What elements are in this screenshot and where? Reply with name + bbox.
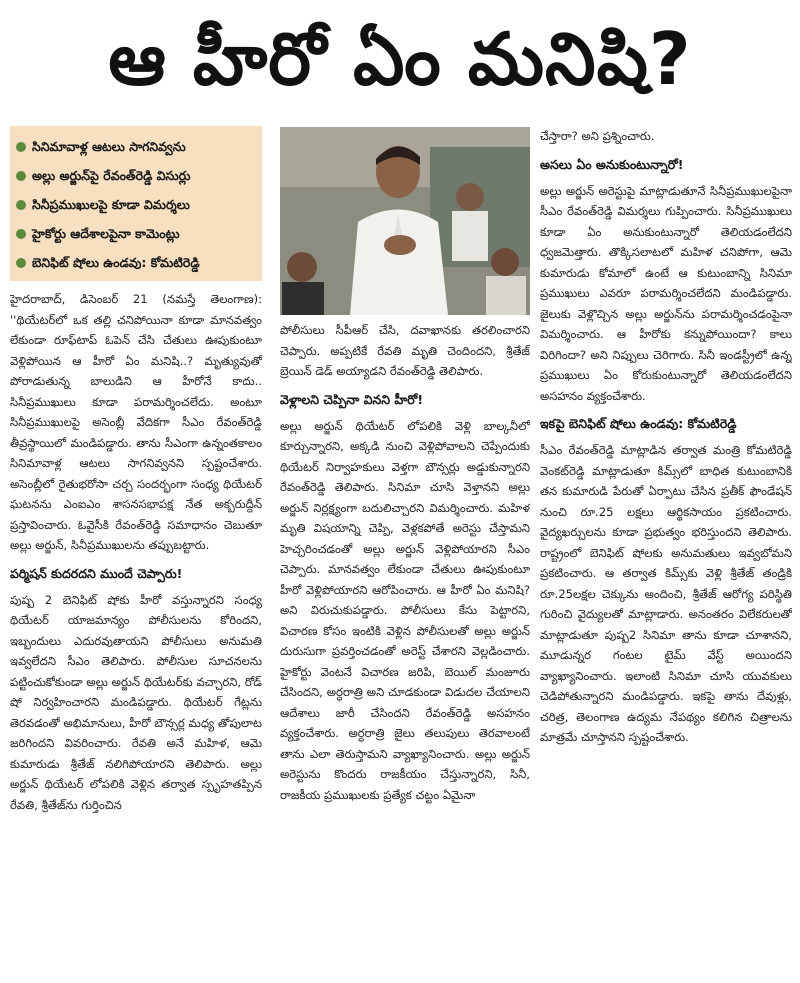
highlight-item: [16, 161, 256, 190]
section-subheading: ఇకపై బెనిఫిట్‌ షోలు ఉండవు: కోమటిరెడ్డి: [540, 416, 737, 431]
highlight-item: [16, 190, 256, 219]
highlight-item: [16, 132, 256, 161]
highlight-item: [16, 219, 256, 248]
highlight-text: అల్లు అర్జున్‌పై రేవంత్‌రెడ్డి విసుర్లు: [32, 168, 191, 183]
highlight-text: బెనిఫిట్‌ షోలు ఉండవు: కోమటిరెడ్డి: [32, 255, 200, 270]
article-paragraph: అల్లు అర్జున్‌ అరెస్టుపై మాట్లాడుతూనే సినీప్రముఖులపైనా సీఎం రేవంత్‌రెడ్డి విమర్శలు గుప్పించారు. సినీప్రముఖులు కూడా ఏం అనుకుంటున్నారో తెలియడంలేదని ధ్వజమెత్తారు. తొక్కిసలాటలో మహిళ చనిపోగా, ఆమె కుమారుడు కోమాలో ఉంటే ఆ కుటుంబాన్ని సినిమా ప్రముఖులు ఎవరూ పరామర్శించలేదని మండిపడ్డారు. జైలుకు వెళ్లొచ్చిన అల్లు అర్జున్‌ను పరామర్శించడంపైనా విమర్శించారు. ఆ హీరోకు కన్నుపోయిందా? కాలు విరిగిందా? అని నిప్పులు చెరిగారు. సినీ ఇండస్ట్రీలో ఉన్న ప్రముఖులు ఏం కోరుకుంటున్నారో తెలియడంలేదని అసహనం వ్యక్తంచేశారు.: [540, 183, 792, 403]
article-paragraph: పుష్ప 2 బెనిఫిట్‌ షోకు హీరో వస్తున్నారని సంధ్య థియేటర్‌ యాజమాన్యం పోలీసులను కోరిందని, ఇబ్బందులు ఎదురవుతాయని పోలీసులు అనుమతి ఇవ్వలేదని సీఎం తెలిపారు. పోలీసుల సూచనలను పట్టించుకోకుండా అల్లు అర్జున్‌ థియేటర్‌కు వచ్చారని, రోడ్‌ షో నిర్వహించారని మండిపడ్డారు. థియేటర్‌ గేట్లను తెరవడంతో అభిమానులు, హీరో బౌన్సర్ల మధ్య తోపులాట జరిగిందని వివరించారు. రేవతి అనే మహిళ, ఆమె కుమారుడు శ్రీతేజ్‌ నలిగిపోయారని తెలిపారు. అల్లు అర్జున్‌ థియేటర్‌ లోపలికి వెళ్లిన తర్వాత స్పృహతప్పిన రేవతి, శ్రీతేజ్‌ను గుర్తించిన: [10, 592, 262, 812]
section-subheading: అసలు ఏం అనుకుంటున్నారో!: [540, 156, 684, 172]
article-paragraph: హైదరాబాద్‌, డిసెంబర్‌ 21 (నమస్తే తెలంగాణ): ''థియేటర్‌లో ఒక తల్లి చనిపోయినా కూడా మానవత్వం లేకుండా రూఫ్‌టాప్‌ ఓపెన్‌ చేసి చేతులు ఊపుకుంటూ వెళ్లిపోయిన ఆ హీరో ఏం మనిషి..? మృత్యువుతో పోరాడుతున్న బాలుడిని ఆ హీరోనే కాదు.. సినీప్రముఖులు కూడా పరామర్శించలేదు. అంటూ సినీప్రముఖులపై అసెంబ్లీ వేదికగా సీఎం రేవంత్‌రెడ్డి తీవ్రస్థాయిలో మండిపడ్డారు. తాను సీఎంగా ఉన్నంతకాలం సినిమావాళ్ల ఆటలు సాగనివ్వనని స్పష్టంచేశారు. అసెంబ్లీలో రైతుభరోసా చర్చ సందర్భంగా సంధ్య థియేటర్‌ ఘటనను ఎంఐఎం శాసనసభాపక్ష నేత అక్బరుద్దీన్‌ ప్రస్తావించారు. ఓవైసీకి రేవంత్‌రెడ్డి సమాధానం చెబుతూ అల్లు అర్జున్‌, సినీప్రముఖులను తప్పుబట్టారు.: [10, 292, 262, 552]
headline: ఆ హీరో ఏం మనిషి?: [108, 17, 692, 101]
article-paragraph: పోలీసులు సీపీఆర్‌ చేసి, దవాఖానకు తరలించారని చెప్పారు. అప్పటికే రేవతి మృతి చెందిందని, శ్రీతేజ్‌ బ్రెయిన్‌ డెడ్‌ అయ్యాడని రేవంత్‌రెడ్డి తెలిపారు.: [280, 323, 530, 378]
bullet-dot-icon: [16, 258, 26, 268]
article-column-2: [280, 320, 530, 978]
highlights-box: [10, 126, 262, 281]
bullet-dot-icon: [16, 200, 26, 210]
highlight-text: హైకోర్టు ఆదేశాలపైనా కామెంట్లు: [32, 226, 180, 241]
bullet-dot-icon: [16, 229, 26, 239]
bullet-dot-icon: [16, 142, 26, 152]
highlight-text: సినిమావాళ్ల ఆటలు సాగనివ్వను: [32, 139, 186, 154]
news-photo: [280, 127, 530, 315]
article-paragraph: అల్లు అర్జున్‌ థియేటర్‌ లోపలికి వెళ్లి బాల్కనీలో కూర్చున్నారని, అక్కడి నుంచి వెళ్లిపోవాలని చెప్పేందుకు థియేటర్‌ నిర్వాహకులు వెళ్తగా బౌన్సర్లు అడ్డుకున్నారని రేవంత్‌రెడ్డి తెలిపారు. సినిమా చూసి వెళ్తానని అల్లు అర్జున్‌ నిర్లక్ష్యంగా బదులిచ్చారని విమర్శించారు. మహిళ మృతి విషయాన్ని చెప్పి, వెళ్లకపోతే అరెస్టు చేస్తామని హెచ్చరించడంతో అల్లు అర్జున్‌ వెళ్లిపోయారని సీఎం చెప్పారు. మానవత్వం లేకుండా చేతులు ఊపుకుంటూ హీరో వెళ్లిపోయారని ఆరోపించారు. ఆ హీరో ఏం మనిషి? అని విరుచుకుపడ్డారు. పోలీసులు కేసు పెట్టారని, విచారణ కోసం ఇంటికి వెళ్లిన పోలీసులతో అల్లు అర్జున్‌ దురుసుగా ప్రవర్తించడంతో అరెస్ట్‌ చేశారని వెల్లడించారు. హైకోర్టు వెంటనే విచారణ జరిపి, బెయిల్‌ మంజూరు చేసిందని, అర్ధరాత్రి అని చూడకుండా విడుదల చేయాలని ఆదేశాలు జారీ చేసిందని రేవంత్‌రెడ్డి అసహనం వ్యక్తంచేశారు. అర్ధరాత్రి జైలు తలుపులు తెరవాలంటే తాను ఎలా తెరుస్తామని వ్యాఖ్యానించారు. అల్లు అర్జున్‌ అరెస్టును కొందరు రాజకీయం చేస్తున్నారని, సినీ, రాజకీయ ప్రముఖులకు ప్రత్యేక చట్టం ఏమైనా: [280, 418, 530, 802]
bullet-dot-icon: [16, 171, 26, 181]
article-column-3: [540, 126, 792, 978]
section-subheading: పర్మిషన్‌ కుదరదని ముందే చెప్పారు!: [10, 565, 183, 581]
highlight-item: [16, 248, 256, 277]
highlight-text: సినీప్రముఖులపై కూడా విమర్శలు: [32, 197, 190, 212]
section-subheading: వెళ్లాలని చెప్పినా వినని హీరో!: [280, 391, 424, 407]
article-paragraph: చేస్తారా? అని ప్రశ్నించారు.: [540, 129, 655, 143]
article-paragraph: సీఎం రేవంత్‌రెడ్డి మాట్లాడిన తర్వాత మంత్రి కోమటిరెడ్డి వెంకట్‌రెడ్డి మాట్లాడుతూ కిమ్స్‌లో బాధిత కుటుంబానికి తన కుమారుడి పేరుతో ఏర్పాటు చేసిన ప్రతీక్‌ ఫౌండేషన్‌ నుంచి రూ.25 లక్షలు ఆర్థికసాయం ప్రకటించారు. వైద్యఖర్చులను కూడా ప్రభుత్వం భరిస్తుందని తెలిపారు. రాష్ట్రంలో బెనిఫిట్‌ షోలకు అనుమతులు ఇవ్వబోమని ప్రకటించారు. ఆ తర్వాత కిమ్స్‌కు వెళ్లి శ్రీతేజ్‌ తండ్రికి రూ.25లక్షల చెక్కును అందించి, శ్రీతేజ్‌ ఆరోగ్య పరిస్థితి గురించి వైద్యులతో మాట్లాడారు. అనంతరం విలేకరులతో మాట్లాడుతూ పుష్ప2 సినిమా తాను కూడా చూశానని, మూడున్నర గంటల టైమ్‌ వేస్ట్‌ అయిందని వ్యాఖ్యానించారు. ఇలాంటి సినిమా చూసి యువకులు చెడిపోతున్నారని మండిపడ్డారు. ఇకపై తాను దేవుళ్లు, చరిత్ర, తెలంగాణ ఉద్యమ నేపథ్యం కలిగిన చిత్రాలను మాత్రమే చూస్తానని స్పష్టంచేశారు.: [540, 443, 792, 744]
article-column-1: [10, 126, 262, 978]
photo-illustration: [280, 127, 530, 315]
